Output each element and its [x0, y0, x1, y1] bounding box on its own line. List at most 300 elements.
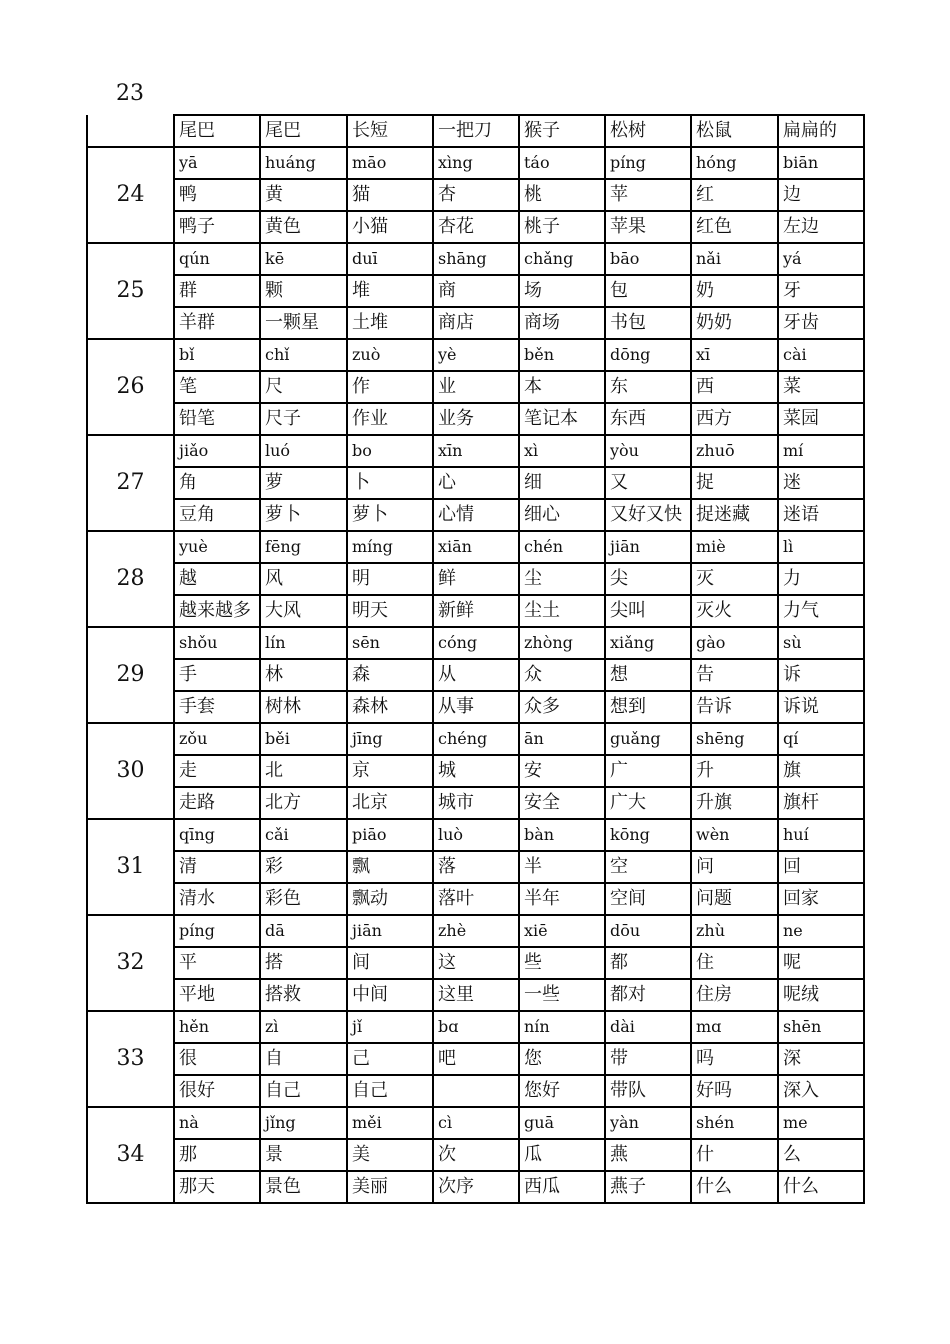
pinyin-row	[87, 723, 864, 755]
word-cell: 尘土	[519, 595, 605, 627]
word-cell: 业务	[433, 403, 519, 435]
pinyin-cell: jǐ	[347, 1011, 433, 1043]
pinyin-cell: zhù	[691, 915, 778, 947]
pinyin-cell: míng	[347, 531, 433, 563]
word-row	[87, 307, 864, 339]
word-row	[87, 499, 864, 531]
character-cell: 带	[605, 1043, 691, 1075]
word-cell: 落叶	[433, 883, 519, 915]
word-cell: 牙齿	[778, 307, 864, 339]
pinyin-cell: luò	[433, 819, 519, 851]
pinyin-cell: xì	[519, 435, 605, 467]
character-cell: 问	[691, 851, 778, 883]
word-cell: 清水	[174, 883, 260, 915]
character-row	[87, 275, 864, 307]
group-number-cell	[87, 115, 174, 147]
pinyin-cell: píng	[174, 915, 260, 947]
character-row	[87, 179, 864, 211]
character-cell: 落	[433, 851, 519, 883]
pinyin-cell: sēn	[347, 627, 433, 659]
character-cell: 次	[433, 1139, 519, 1171]
pinyin-cell: qún	[174, 243, 260, 275]
character-cell: 走	[174, 755, 260, 787]
character-cell: 广	[605, 755, 691, 787]
word-cell: 松树	[605, 115, 691, 147]
character-cell: 吧	[433, 1043, 519, 1075]
character-row	[87, 1043, 864, 1075]
pinyin-cell: fēng	[260, 531, 347, 563]
character-cell: 群	[174, 275, 260, 307]
pinyin-cell: qīng	[174, 819, 260, 851]
word-cell: 中间	[347, 979, 433, 1011]
pinyin-cell: yā	[174, 147, 260, 179]
pinyin-cell: zhuō	[691, 435, 778, 467]
character-cell: 都	[605, 947, 691, 979]
character-cell: 黄	[260, 179, 347, 211]
pinyin-cell: dōng	[605, 339, 691, 371]
word-cell: 很好	[174, 1075, 260, 1107]
word-cell: 松鼠	[691, 115, 778, 147]
pinyin-cell: xiān	[433, 531, 519, 563]
character-cell: 平	[174, 947, 260, 979]
character-cell: 想	[605, 659, 691, 691]
word-cell: 您好	[519, 1075, 605, 1107]
pinyin-cell: guā	[519, 1107, 605, 1139]
character-cell: 空	[605, 851, 691, 883]
pinyin-cell: shāng	[433, 243, 519, 275]
character-cell: 迷	[778, 467, 864, 499]
character-cell: 回	[778, 851, 864, 883]
group-number-cell: 25	[87, 243, 174, 339]
character-cell: 明	[347, 563, 433, 595]
pinyin-cell: huí	[778, 819, 864, 851]
word-cell: 萝卜	[347, 499, 433, 531]
pinyin-cell: yòu	[605, 435, 691, 467]
word-cell: 告诉	[691, 691, 778, 723]
word-cell: 尺子	[260, 403, 347, 435]
word-cell: 左边	[778, 211, 864, 243]
character-cell: 桃	[519, 179, 605, 211]
character-cell: 又	[605, 467, 691, 499]
character-cell: 林	[260, 659, 347, 691]
character-cell: 己	[347, 1043, 433, 1075]
word-cell: 菜园	[778, 403, 864, 435]
word-cell: 桃子	[519, 211, 605, 243]
word-cell: 明天	[347, 595, 433, 627]
word-cell: 杏花	[433, 211, 519, 243]
pinyin-cell: běi	[260, 723, 347, 755]
pinyin-cell: me	[778, 1107, 864, 1139]
pinyin-cell: chén	[519, 531, 605, 563]
character-cell: 彩	[260, 851, 347, 883]
section-number: 23	[116, 81, 144, 106]
character-cell: 笔	[174, 371, 260, 403]
group-number-cell: 29	[87, 627, 174, 723]
pinyin-cell: bɑ	[433, 1011, 519, 1043]
pinyin-cell: hóng	[691, 147, 778, 179]
character-cell: 么	[778, 1139, 864, 1171]
character-cell: 什	[691, 1139, 778, 1171]
character-cell: 城	[433, 755, 519, 787]
character-cell: 尘	[519, 563, 605, 595]
character-cell: 菜	[778, 371, 864, 403]
pinyin-cell: kē	[260, 243, 347, 275]
word-cell: 燕子	[605, 1171, 691, 1203]
word-cell: 走路	[174, 787, 260, 819]
word-cell: 黄色	[260, 211, 347, 243]
word-cell: 从事	[433, 691, 519, 723]
word-cell: 西瓜	[519, 1171, 605, 1203]
word-cell: 城市	[433, 787, 519, 819]
character-cell: 捉	[691, 467, 778, 499]
pinyin-cell: bǐ	[174, 339, 260, 371]
word-cell: 东西	[605, 403, 691, 435]
word-row	[87, 883, 864, 915]
character-cell: 那	[174, 1139, 260, 1171]
word-cell: 半年	[519, 883, 605, 915]
pinyin-row	[87, 147, 864, 179]
character-cell: 杏	[433, 179, 519, 211]
word-cell: 新鲜	[433, 595, 519, 627]
group-number-cell: 28	[87, 531, 174, 627]
pinyin-cell: biān	[778, 147, 864, 179]
character-row	[87, 563, 864, 595]
group-number-cell: 31	[87, 819, 174, 915]
group-number-cell: 34	[87, 1107, 174, 1203]
pinyin-cell: yàn	[605, 1107, 691, 1139]
pinyin-cell: sù	[778, 627, 864, 659]
character-cell: 诉	[778, 659, 864, 691]
word-cell: 旗杆	[778, 787, 864, 819]
word-cell: 深入	[778, 1075, 864, 1107]
character-cell: 景	[260, 1139, 347, 1171]
word-cell: 森林	[347, 691, 433, 723]
word-row	[87, 595, 864, 627]
pinyin-cell: gào	[691, 627, 778, 659]
character-row	[87, 755, 864, 787]
pinyin-cell: chéng	[433, 723, 519, 755]
pinyin-row	[87, 531, 864, 563]
character-cell: 鸭	[174, 179, 260, 211]
word-cell	[433, 1075, 519, 1107]
pinyin-cell: lín	[260, 627, 347, 659]
word-cell: 好吗	[691, 1075, 778, 1107]
pinyin-cell: guǎng	[605, 723, 691, 755]
character-cell: 萝	[260, 467, 347, 499]
word-cell: 猴子	[519, 115, 605, 147]
character-cell: 众	[519, 659, 605, 691]
pinyin-cell: shēng	[691, 723, 778, 755]
pinyin-cell: miè	[691, 531, 778, 563]
word-cell: 捉迷藏	[691, 499, 778, 531]
word-cell: 美丽	[347, 1171, 433, 1203]
word-cell: 大风	[260, 595, 347, 627]
word-cell: 越来越多	[174, 595, 260, 627]
word-cell: 土堆	[347, 307, 433, 339]
pinyin-row	[87, 1011, 864, 1043]
character-cell: 角	[174, 467, 260, 499]
pinyin-cell: měi	[347, 1107, 433, 1139]
word-cell: 广大	[605, 787, 691, 819]
pinyin-cell: hěn	[174, 1011, 260, 1043]
word-cell: 空间	[605, 883, 691, 915]
word-cell: 长短	[347, 115, 433, 147]
character-cell: 半	[519, 851, 605, 883]
character-row	[87, 1139, 864, 1171]
character-cell: 包	[605, 275, 691, 307]
character-cell: 边	[778, 179, 864, 211]
character-cell: 旗	[778, 755, 864, 787]
pinyin-cell: mɑ	[691, 1011, 778, 1043]
character-cell: 本	[519, 371, 605, 403]
word-cell: 豆角	[174, 499, 260, 531]
pinyin-row	[87, 243, 864, 275]
pinyin-cell: dài	[605, 1011, 691, 1043]
pinyin-cell: xiǎng	[605, 627, 691, 659]
character-cell: 很	[174, 1043, 260, 1075]
word-cell: 书包	[605, 307, 691, 339]
character-cell: 清	[174, 851, 260, 883]
character-cell: 从	[433, 659, 519, 691]
header-row	[87, 115, 864, 147]
pinyin-cell: zǒu	[174, 723, 260, 755]
word-row	[87, 1075, 864, 1107]
character-cell: 心	[433, 467, 519, 499]
pinyin-cell: zhòng	[519, 627, 605, 659]
pinyin-cell: shén	[691, 1107, 778, 1139]
word-cell: 那天	[174, 1171, 260, 1203]
pinyin-cell: cì	[433, 1107, 519, 1139]
character-row	[87, 947, 864, 979]
character-cell: 手	[174, 659, 260, 691]
word-cell: 笔记本	[519, 403, 605, 435]
word-cell: 这里	[433, 979, 519, 1011]
word-cell: 力气	[778, 595, 864, 627]
character-cell: 自	[260, 1043, 347, 1075]
word-cell: 一些	[519, 979, 605, 1011]
word-cell: 回家	[778, 883, 864, 915]
word-cell: 商场	[519, 307, 605, 339]
pinyin-cell: jīng	[347, 723, 433, 755]
word-cell: 一把刀	[433, 115, 519, 147]
pinyin-cell: qí	[778, 723, 864, 755]
word-cell: 自己	[260, 1075, 347, 1107]
pinyin-cell: wèn	[691, 819, 778, 851]
character-cell: 风	[260, 563, 347, 595]
pinyin-cell: xīn	[433, 435, 519, 467]
character-cell: 深	[778, 1043, 864, 1075]
character-cell: 些	[519, 947, 605, 979]
character-cell: 搭	[260, 947, 347, 979]
character-cell: 场	[519, 275, 605, 307]
vocabulary-table-body	[87, 115, 864, 1203]
word-row	[87, 403, 864, 435]
word-cell: 都对	[605, 979, 691, 1011]
word-cell: 奶奶	[691, 307, 778, 339]
character-row	[87, 659, 864, 691]
character-cell: 飘	[347, 851, 433, 883]
pinyin-cell: xī	[691, 339, 778, 371]
pinyin-row	[87, 627, 864, 659]
word-row	[87, 787, 864, 819]
word-cell: 作业	[347, 403, 433, 435]
word-cell: 尖叫	[605, 595, 691, 627]
word-cell: 手套	[174, 691, 260, 723]
pinyin-cell: bàn	[519, 819, 605, 851]
word-cell: 迷语	[778, 499, 864, 531]
pinyin-cell: zhè	[433, 915, 519, 947]
character-cell: 堆	[347, 275, 433, 307]
character-cell: 西	[691, 371, 778, 403]
pinyin-cell: xìng	[433, 147, 519, 179]
pinyin-cell: jiān	[605, 531, 691, 563]
group-number-cell: 32	[87, 915, 174, 1011]
word-cell: 商店	[433, 307, 519, 339]
word-cell: 北方	[260, 787, 347, 819]
character-cell: 越	[174, 563, 260, 595]
word-cell: 想到	[605, 691, 691, 723]
character-cell: 这	[433, 947, 519, 979]
pinyin-cell: cóng	[433, 627, 519, 659]
word-cell: 细心	[519, 499, 605, 531]
group-number-cell: 24	[87, 147, 174, 243]
word-cell: 尾巴	[174, 115, 260, 147]
character-cell: 卜	[347, 467, 433, 499]
pinyin-cell: duī	[347, 243, 433, 275]
pinyin-cell: yuè	[174, 531, 260, 563]
word-cell: 自己	[347, 1075, 433, 1107]
character-cell: 森	[347, 659, 433, 691]
word-row	[87, 211, 864, 243]
character-cell: 京	[347, 755, 433, 787]
word-cell: 尾巴	[260, 115, 347, 147]
word-cell: 北京	[347, 787, 433, 819]
pinyin-row	[87, 435, 864, 467]
word-cell: 又好又快	[605, 499, 691, 531]
pinyin-row	[87, 339, 864, 371]
pinyin-cell: dōu	[605, 915, 691, 947]
word-cell: 众多	[519, 691, 605, 723]
character-cell: 告	[691, 659, 778, 691]
pinyin-cell: ne	[778, 915, 864, 947]
word-cell: 什么	[778, 1171, 864, 1203]
pinyin-row	[87, 1107, 864, 1139]
word-cell: 一颗星	[260, 307, 347, 339]
pinyin-cell: běn	[519, 339, 605, 371]
pinyin-cell: yè	[433, 339, 519, 371]
word-cell: 小猫	[347, 211, 433, 243]
character-cell: 作	[347, 371, 433, 403]
group-number-cell: 26	[87, 339, 174, 435]
character-cell: 灭	[691, 563, 778, 595]
character-cell: 奶	[691, 275, 778, 307]
character-cell: 苹	[605, 179, 691, 211]
pinyin-cell: lì	[778, 531, 864, 563]
pinyin-cell: jiǎo	[174, 435, 260, 467]
character-cell: 细	[519, 467, 605, 499]
group-number-cell: 30	[87, 723, 174, 819]
character-cell: 燕	[605, 1139, 691, 1171]
pinyin-cell: shǒu	[174, 627, 260, 659]
character-cell: 吗	[691, 1043, 778, 1075]
word-cell: 景色	[260, 1171, 347, 1203]
word-row	[87, 691, 864, 723]
character-cell: 猫	[347, 179, 433, 211]
vocabulary-table	[86, 114, 865, 1204]
pinyin-cell: táo	[519, 147, 605, 179]
pinyin-cell: chǎng	[519, 243, 605, 275]
character-cell: 牙	[778, 275, 864, 307]
pinyin-cell: bo	[347, 435, 433, 467]
word-cell: 升旗	[691, 787, 778, 819]
word-cell: 扁扁的	[778, 115, 864, 147]
pinyin-cell: cài	[778, 339, 864, 371]
pinyin-cell: shēn	[778, 1011, 864, 1043]
word-cell: 飘动	[347, 883, 433, 915]
word-cell: 平地	[174, 979, 260, 1011]
character-cell: 尖	[605, 563, 691, 595]
word-cell: 诉说	[778, 691, 864, 723]
word-cell: 心情	[433, 499, 519, 531]
pinyin-cell: ān	[519, 723, 605, 755]
pinyin-cell: chǐ	[260, 339, 347, 371]
word-cell: 什么	[691, 1171, 778, 1203]
character-row	[87, 371, 864, 403]
pinyin-cell: cǎi	[260, 819, 347, 851]
character-cell: 红	[691, 179, 778, 211]
character-cell: 鲜	[433, 563, 519, 595]
character-row	[87, 467, 864, 499]
character-cell: 尺	[260, 371, 347, 403]
word-cell: 羊群	[174, 307, 260, 339]
character-cell: 东	[605, 371, 691, 403]
pinyin-cell: jiān	[347, 915, 433, 947]
word-cell: 住房	[691, 979, 778, 1011]
word-cell: 鸭子	[174, 211, 260, 243]
pinyin-cell: kōng	[605, 819, 691, 851]
character-row	[87, 851, 864, 883]
word-cell: 西方	[691, 403, 778, 435]
pinyin-cell: zuò	[347, 339, 433, 371]
group-number-cell: 33	[87, 1011, 174, 1107]
character-cell: 业	[433, 371, 519, 403]
word-row	[87, 1171, 864, 1203]
word-cell: 苹果	[605, 211, 691, 243]
word-cell: 彩色	[260, 883, 347, 915]
word-cell: 安全	[519, 787, 605, 819]
word-cell: 铅笔	[174, 403, 260, 435]
character-cell: 升	[691, 755, 778, 787]
pinyin-cell: luó	[260, 435, 347, 467]
character-cell: 颗	[260, 275, 347, 307]
pinyin-row	[87, 819, 864, 851]
word-cell: 呢绒	[778, 979, 864, 1011]
character-cell: 商	[433, 275, 519, 307]
word-cell: 搭救	[260, 979, 347, 1011]
pinyin-cell: jǐng	[260, 1107, 347, 1139]
word-cell: 带队	[605, 1075, 691, 1107]
word-cell: 红色	[691, 211, 778, 243]
character-cell: 北	[260, 755, 347, 787]
character-cell: 安	[519, 755, 605, 787]
pinyin-cell: píng	[605, 147, 691, 179]
pinyin-cell: xiē	[519, 915, 605, 947]
character-cell: 力	[778, 563, 864, 595]
word-cell: 萝卜	[260, 499, 347, 531]
word-cell: 问题	[691, 883, 778, 915]
word-cell: 树林	[260, 691, 347, 723]
character-cell: 您	[519, 1043, 605, 1075]
